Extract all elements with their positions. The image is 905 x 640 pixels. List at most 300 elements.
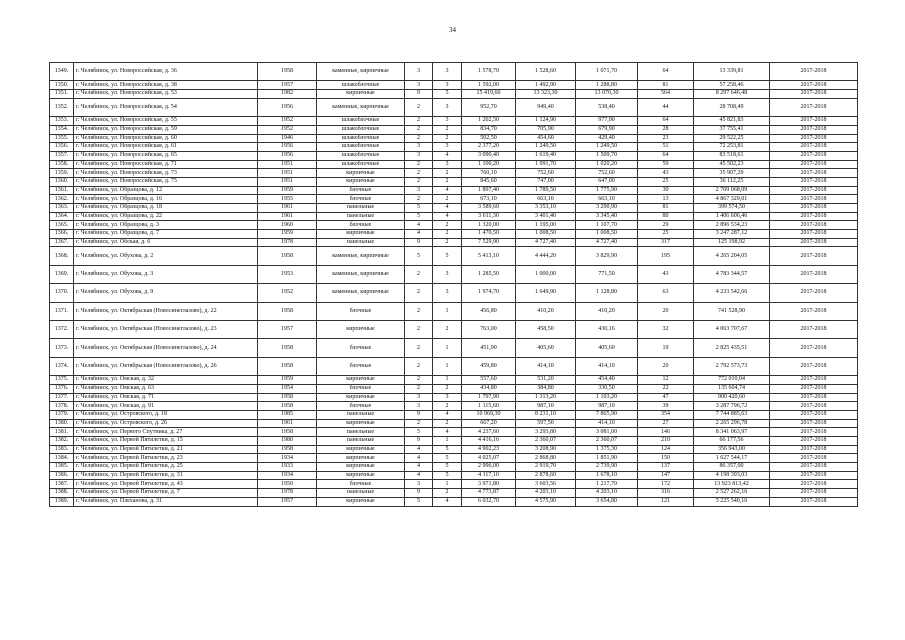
cell-residents: 80 [638, 212, 694, 221]
cell-address: г. Челябинск, ул. Новороссийская, д. 55 [74, 117, 258, 126]
cell-residents: 316 [638, 489, 694, 498]
table-row [50, 160, 858, 169]
cell-entrances: 1 [433, 357, 462, 375]
cell-num: 1386. [50, 471, 74, 480]
cell-period: 2017-2018 [770, 393, 858, 402]
cell-material: кирпичные [317, 419, 405, 428]
cell-area-apartments: 1 008,50 [576, 230, 638, 239]
cell-cost: 2 527 262,16 [694, 489, 770, 498]
cell-period: 2017-2018 [770, 437, 858, 446]
cell-num: 1349. [50, 63, 74, 81]
cell-num: 1372. [50, 321, 74, 339]
cell-cost: 125 198,92 [694, 238, 770, 247]
cell-area-living: 752,60 [516, 169, 576, 178]
cell-area-total: 667,20 [462, 419, 516, 428]
table-row [50, 384, 858, 393]
cell-floors: 4 [405, 471, 433, 480]
cell-entrances: 1 [433, 480, 462, 489]
cell-area-total: 502,50 [462, 134, 516, 143]
cell-cost: 4 867 329,01 [694, 195, 770, 204]
cell-area-total: 10 969,30 [462, 410, 516, 419]
cell-residents: 564 [638, 90, 694, 99]
cell-cost: 35 907,29 [694, 169, 770, 178]
cell-area-total: 1 897,40 [462, 186, 516, 195]
cell-floors: 4 [405, 445, 433, 454]
cell-floors: 2 [405, 265, 433, 283]
cell-year: 1951 [258, 169, 317, 178]
cell-year: 1957 [258, 497, 317, 506]
cell-area-apartments: 1 071,70 [576, 63, 638, 81]
cell-address: г. Челябинск, ул. Образцова, д. 3 [74, 221, 258, 230]
cell-year: 1961 [258, 419, 317, 428]
cell-cost: 66 177,56 [694, 437, 770, 446]
cell-entrances: 4 [433, 410, 462, 419]
cell-residents: 20 [638, 302, 694, 320]
cell-num: 1367. [50, 238, 74, 247]
cell-year: 1978 [258, 489, 317, 498]
cell-address: г. Челябинск, ул. Новороссийская, д. 59 [74, 125, 258, 134]
table-row [50, 63, 858, 81]
cell-cost: 900 420,60 [694, 393, 770, 402]
cell-area-total: 763,00 [462, 321, 516, 339]
cell-floors: 2 [405, 284, 433, 302]
cell-material: кирпичные [317, 393, 405, 402]
table-row [50, 221, 858, 230]
cell-material: блочные [317, 195, 405, 204]
cell-num: 1380. [50, 419, 74, 428]
cell-area-apartments: 454,40 [576, 376, 638, 385]
cell-period: 2017-2018 [770, 125, 858, 134]
cell-period: 2017-2018 [770, 284, 858, 302]
cell-area-total: 834,70 [462, 125, 516, 134]
cell-address: г. Челябинск, ул. Новороссийская, д. 73 [74, 169, 258, 178]
cell-year: 1960 [258, 221, 317, 230]
cell-year: 1954 [258, 384, 317, 393]
cell-floors: 9 [405, 238, 433, 247]
cell-area-apartments: 1 509,70 [576, 151, 638, 160]
cell-num: 1361. [50, 186, 74, 195]
cell-area-apartments: 330,50 [576, 384, 638, 393]
cell-address: г. Челябинск, ул. Образцова, д. 22 [74, 212, 258, 221]
cell-floors: 2 [405, 160, 433, 169]
cell-residents: 124 [638, 445, 694, 454]
cell-area-living: 1 124,90 [516, 117, 576, 126]
cell-period: 2017-2018 [770, 357, 858, 375]
cell-area-total: 557,60 [462, 376, 516, 385]
cell-residents: 137 [638, 463, 694, 472]
cell-year: 1961 [258, 212, 317, 221]
table-row [50, 81, 858, 90]
cell-address: г. Челябинск, ул. Октябрьская (Новосинеглазово), д. 24 [74, 339, 258, 357]
table-row [50, 177, 858, 186]
cell-area-living: 663,10 [516, 195, 576, 204]
cell-area-apartments: 679,90 [576, 125, 638, 134]
cell-cost: 2 825 435,51 [694, 339, 770, 357]
cell-area-apartments: 1 775,90 [576, 186, 638, 195]
cell-floors: 2 [405, 117, 433, 126]
cell-floors: 3 [405, 81, 433, 90]
cell-period: 2017-2018 [770, 402, 858, 411]
cell-area-total: 2 996,00 [462, 463, 516, 472]
cell-floors: 9 [405, 90, 433, 99]
cell-year: 1946 [258, 134, 317, 143]
table-row [50, 393, 858, 402]
cell-address: г. Челябинск, ул. Новороссийская, д. 53 [74, 90, 258, 99]
cell-material: блочные [317, 384, 405, 393]
cell-year: 1958 [258, 445, 317, 454]
cell-period: 2017-2018 [770, 143, 858, 152]
cell-material: кирпичные [317, 445, 405, 454]
cell-period: 2017-2018 [770, 480, 858, 489]
cell-year: 1953 [258, 265, 317, 283]
table-row [50, 402, 858, 411]
cell-area-living: 8 231,10 [516, 410, 576, 419]
cell-material: блочные [317, 480, 405, 489]
cell-num: 1351. [50, 90, 74, 99]
cell-year: 1933 [258, 463, 317, 472]
cell-cost: 356 943,00 [694, 445, 770, 454]
cell-floors: 2 [405, 357, 433, 375]
cell-num: 1357. [50, 151, 74, 160]
cell-area-total: 451,90 [462, 339, 516, 357]
cell-entrances: 3 [433, 143, 462, 152]
cell-address: г. Челябинск, ул. Образцова, д. 12 [74, 186, 258, 195]
cell-residents: 22 [638, 384, 694, 393]
cell-period: 2017-2018 [770, 221, 858, 230]
cell-address: г. Челябинск, ул. Первого Спутника, д. 27 [74, 428, 258, 437]
cell-entrances: 5 [433, 463, 462, 472]
cell-area-total: 4 237,60 [462, 428, 516, 437]
cell-num: 1376. [50, 384, 74, 393]
cell-area-apartments: 4 727,40 [576, 238, 638, 247]
cell-address: г. Челябинск, ул. Обухова, д. 9 [74, 284, 258, 302]
cell-residents: 354 [638, 410, 694, 419]
cell-floors: 4 [405, 463, 433, 472]
table-row [50, 98, 858, 116]
cell-area-apartments: 429,40 [576, 134, 638, 143]
cell-cost: 45 821,83 [694, 117, 770, 126]
cell-material: каменные, кирпичные [317, 265, 405, 283]
cell-residents: 64 [638, 63, 694, 81]
cell-area-living: 2 868,80 [516, 454, 576, 463]
cell-area-total: 1 202,50 [462, 117, 516, 126]
cell-num: 1388. [50, 489, 74, 498]
cell-area-apartments: 3 829,90 [576, 247, 638, 265]
cell-residents: 47 [638, 393, 694, 402]
cell-num: 1368. [50, 247, 74, 265]
cell-area-living: 1 619,40 [516, 151, 576, 160]
cell-area-living: 458,50 [516, 321, 576, 339]
cell-area-living: 949,40 [516, 98, 576, 116]
cell-material: шлакоблочные [317, 134, 405, 143]
cell-address: г. Челябинск, ул. Островского, д. 18 [74, 410, 258, 419]
cell-num: 1384. [50, 454, 74, 463]
cell-num: 1352. [50, 98, 74, 116]
cell-area-living: 747,00 [516, 177, 576, 186]
cell-cost: 13 923 813,42 [694, 480, 770, 489]
cell-period: 2017-2018 [770, 98, 858, 116]
cell-residents: 150 [638, 454, 694, 463]
cell-num: 1356. [50, 143, 74, 152]
cell-address: г. Челябинск, ул. Островского, д. 26 [74, 419, 258, 428]
cell-residents: 317 [638, 238, 694, 247]
cell-period: 2017-2018 [770, 321, 858, 339]
cell-residents: 146 [638, 428, 694, 437]
cell-year: 1961 [258, 204, 317, 213]
table-row [50, 489, 858, 498]
cell-address: г. Челябинск, ул. Первой Пятилетки, д. 21 [74, 445, 258, 454]
cell-area-living: 13 323,30 [516, 90, 576, 99]
cell-area-total: 1 592,00 [462, 81, 516, 90]
cell-area-living: 1 649,90 [516, 284, 576, 302]
cell-floors: 2 [405, 376, 433, 385]
cell-material: панельные [317, 489, 405, 498]
cell-area-living: 1 195,00 [516, 221, 576, 230]
cell-area-living: 4 203,10 [516, 489, 576, 498]
cell-floors: 4 [405, 221, 433, 230]
cell-period: 2017-2018 [770, 186, 858, 195]
cell-num: 1375. [50, 376, 74, 385]
cell-residents: 20 [638, 357, 694, 375]
cell-area-apartments: 410,20 [576, 302, 638, 320]
cell-period: 2017-2018 [770, 445, 858, 454]
cell-entrances: 4 [433, 428, 462, 437]
cell-year: 1950 [258, 480, 317, 489]
cell-cost: 5 225 540,16 [694, 497, 770, 506]
cell-entrances: 5 [433, 445, 462, 454]
cell-address: г. Челябинск, ул. Образцова, д. 18 [74, 204, 258, 213]
cell-area-living: 3 603,56 [516, 480, 576, 489]
table-row [50, 169, 858, 178]
cell-year: 1958 [258, 247, 317, 265]
cell-area-total: 1 100,20 [462, 160, 516, 169]
cell-area-total: 6 032,70 [462, 497, 516, 506]
cell-material: кирпичные [317, 497, 405, 506]
cell-floors: 2 [405, 125, 433, 134]
cell-residents: 64 [638, 151, 694, 160]
cell-address: г. Челябинск, ул. Новороссийская, д. 60 [74, 134, 258, 143]
table-row [50, 143, 858, 152]
cell-area-apartments: 771,50 [576, 265, 638, 283]
cell-num: 1374. [50, 357, 74, 375]
cell-residents: 195 [638, 247, 694, 265]
cell-area-apartments: 2 739,90 [576, 463, 638, 472]
cell-address: г. Челябинск, ул. Плеханова, д. 31 [74, 497, 258, 506]
cell-year: 1978 [258, 238, 317, 247]
cell-entrances: 2 [433, 402, 462, 411]
cell-floors: 4 [405, 454, 433, 463]
cell-area-total: 673,10 [462, 195, 516, 204]
cell-num: 1389. [50, 497, 74, 506]
cell-num: 1387. [50, 480, 74, 489]
cell-residents: 43 [638, 265, 694, 283]
cell-period: 2017-2018 [770, 489, 858, 498]
cell-num: 1373. [50, 339, 74, 357]
table-row [50, 195, 858, 204]
cell-area-total: 1 797,90 [462, 393, 516, 402]
cell-cost: 83 518,61 [694, 151, 770, 160]
cell-floors: 2 [405, 321, 433, 339]
cell-num: 1355. [50, 134, 74, 143]
cell-entrances: 2 [433, 177, 462, 186]
cell-material: блочные [317, 402, 405, 411]
cell-area-living: 1 008,50 [516, 230, 576, 239]
cell-period: 2017-2018 [770, 454, 858, 463]
cell-material: кирпичные [317, 376, 405, 385]
cell-num: 1383. [50, 445, 74, 454]
table-row [50, 117, 858, 126]
cell-material: кирпичные [317, 169, 405, 178]
cell-entrances: 5 [433, 247, 462, 265]
cell-num: 1360. [50, 177, 74, 186]
cell-area-living: 1 313,20 [516, 393, 576, 402]
cell-year: 1952 [258, 125, 317, 134]
cell-entrances: 2 [433, 419, 462, 428]
cell-residents: 81 [638, 81, 694, 90]
cell-floors: 3 [405, 151, 433, 160]
cell-period: 2017-2018 [770, 134, 858, 143]
cell-entrances: 2 [433, 230, 462, 239]
cell-entrances: 3 [433, 117, 462, 126]
cell-entrances: 2 [433, 489, 462, 498]
housing-registry-table [49, 62, 858, 507]
table-row [50, 247, 858, 265]
cell-address: г. Челябинск, ул. Омская, д. 63 [74, 384, 258, 393]
cell-area-total: 5 413,10 [462, 247, 516, 265]
cell-area-living: 531,20 [516, 376, 576, 385]
cell-cost: 86 357,00 [694, 463, 770, 472]
cell-entrances: 4 [433, 497, 462, 506]
cell-material: шлакоблочные [317, 117, 405, 126]
cell-year: 1934 [258, 471, 317, 480]
cell-address: г. Челябинск, ул. Новороссийская, д. 36 [74, 63, 258, 81]
cell-floors: 3 [405, 402, 433, 411]
cell-area-living: 3 353,10 [516, 204, 576, 213]
cell-period: 2017-2018 [770, 195, 858, 204]
cell-num: 1371. [50, 302, 74, 320]
cell-year: 1951 [258, 177, 317, 186]
cell-year: 1957 [258, 81, 317, 90]
cell-material: шлакоблочные [317, 125, 405, 134]
cell-num: 1363. [50, 204, 74, 213]
cell-year: 1956 [258, 143, 317, 152]
cell-year: 1982 [258, 90, 317, 99]
cell-area-living: 384,80 [516, 384, 576, 393]
cell-num: 1359. [50, 169, 74, 178]
cell-area-living: 405,60 [516, 339, 576, 357]
cell-area-total: 4 773,87 [462, 489, 516, 498]
cell-residents: 30 [638, 186, 694, 195]
cell-period: 2017-2018 [770, 151, 858, 160]
table-row [50, 480, 858, 489]
table-row [50, 410, 858, 419]
cell-area-apartments: 1 020,20 [576, 160, 638, 169]
table-row [50, 284, 858, 302]
cell-num: 1379. [50, 410, 74, 419]
cell-residents: 51 [638, 143, 694, 152]
cell-material: блочные [317, 339, 405, 357]
table-row [50, 90, 858, 99]
cell-area-living: 414,10 [516, 357, 576, 375]
cell-area-living: 705,90 [516, 125, 576, 134]
cell-floors: 2 [405, 339, 433, 357]
cell-address: г. Челябинск, ул. Образцова, д. 16 [74, 195, 258, 204]
cell-period: 2017-2018 [770, 204, 858, 213]
cell-cost: 8 297 646,48 [694, 90, 770, 99]
table-row [50, 454, 858, 463]
cell-address: г. Челябинск, ул. Обская, д. 6 [74, 238, 258, 247]
cell-area-total: 1 285,50 [462, 265, 516, 283]
cell-num: 1358. [50, 160, 74, 169]
cell-entrances: 3 [433, 98, 462, 116]
table-row [50, 134, 858, 143]
cell-cost: 2 709 068,09 [694, 186, 770, 195]
cell-period: 2017-2018 [770, 177, 858, 186]
cell-area-total: 4 902,23 [462, 445, 516, 454]
cell-residents: 172 [638, 480, 694, 489]
table-body [50, 63, 858, 507]
cell-area-living: 1 249,50 [516, 143, 576, 152]
cell-area-living: 410,20 [516, 302, 576, 320]
cell-period: 2017-2018 [770, 238, 858, 247]
cell-period: 2017-2018 [770, 428, 858, 437]
cell-address: г. Челябинск, ул. Обухова, д. 2 [74, 247, 258, 265]
table-row [50, 186, 858, 195]
cell-period: 2017-2018 [770, 376, 858, 385]
cell-material: шлакоблочные [317, 81, 405, 90]
table-row [50, 419, 858, 428]
cell-num: 1365. [50, 221, 74, 230]
cell-period: 2017-2018 [770, 497, 858, 506]
cell-year: 1958 [258, 357, 317, 375]
cell-cost: 8 341 063,97 [694, 428, 770, 437]
cell-material: каменные, кирпичные [317, 284, 405, 302]
cell-residents: 147 [638, 471, 694, 480]
cell-period: 2017-2018 [770, 302, 858, 320]
cell-cost: 4 783 344,57 [694, 265, 770, 283]
cell-residents: 27 [638, 419, 694, 428]
cell-area-total: 3 611,30 [462, 212, 516, 221]
cell-floors: 2 [405, 169, 433, 178]
cell-residents: 32 [638, 321, 694, 339]
cell-area-apartments: 1 678,10 [576, 471, 638, 480]
cell-entrances: 5 [433, 471, 462, 480]
cell-year: 1956 [258, 98, 317, 116]
cell-entrances: 4 [433, 186, 462, 195]
cell-cost: 3 287 796,72 [694, 402, 770, 411]
cell-entrances: 1 [433, 302, 462, 320]
cell-material: шлакоблочные [317, 160, 405, 169]
cell-material: кирпичные [317, 177, 405, 186]
cell-area-total: 2 377,20 [462, 143, 516, 152]
cell-num: 1370. [50, 284, 74, 302]
cell-area-total: 4 416,16 [462, 437, 516, 446]
cell-year: 1985 [258, 410, 317, 419]
cell-area-living: 1 091,70 [516, 160, 576, 169]
cell-floors: 5 [405, 497, 433, 506]
cell-material: кирпичные [317, 230, 405, 239]
cell-address: г. Челябинск, ул. Новороссийская, д. 61 [74, 143, 258, 152]
cell-material: кирпичные [317, 463, 405, 472]
cell-year: 1956 [258, 151, 317, 160]
table-row [50, 357, 858, 375]
cell-num: 1353. [50, 117, 74, 126]
cell-material: кирпичные [317, 471, 405, 480]
cell-period: 2017-2018 [770, 463, 858, 472]
cell-entrances: 2 [433, 321, 462, 339]
cell-floors: 5 [405, 428, 433, 437]
cell-area-living: 454,60 [516, 134, 576, 143]
